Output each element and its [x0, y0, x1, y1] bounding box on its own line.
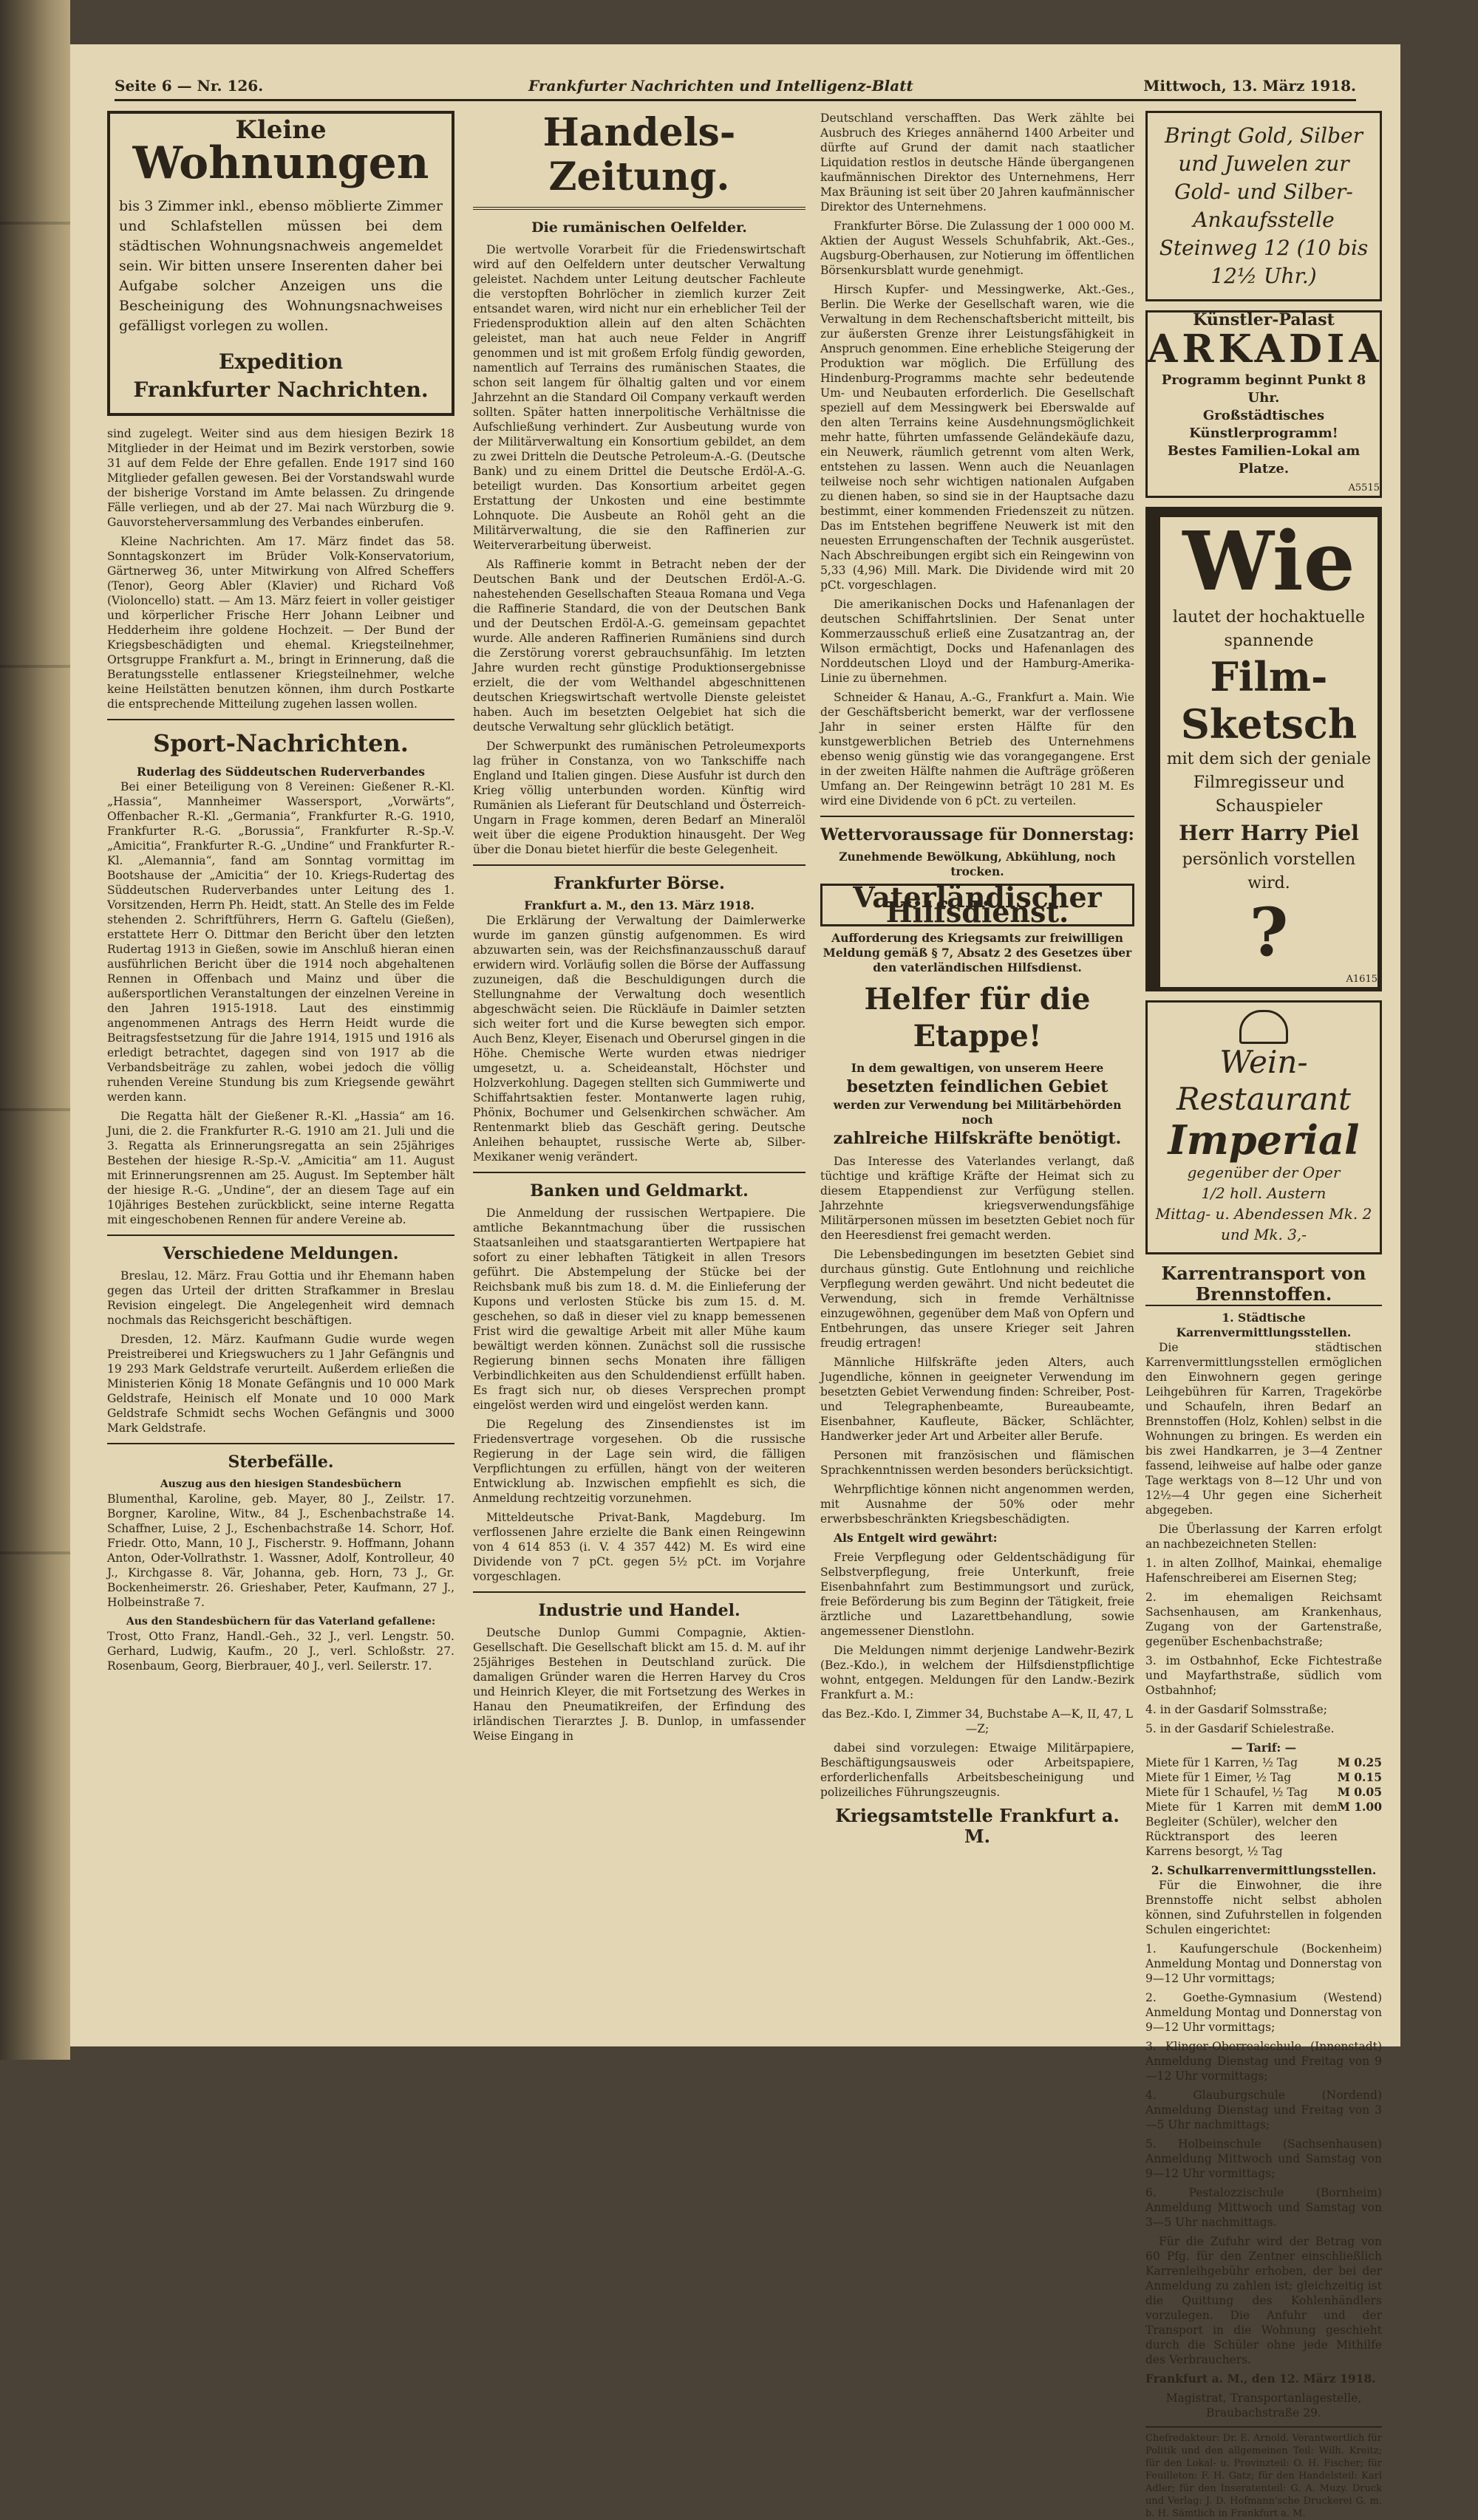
boerse-date: Frankfurt a. M., den 13. März 1918. — [524, 898, 755, 912]
melde-text-2: dabei sind vorzulegen: Etwaige Militärpapiere, Beschäftigungsausweis oder Arbeitspapiere, erforderlichenfalls Arbeitsbescheinigung und polizeiliches Führungszeugnis. — [820, 1741, 1134, 1799]
handels-zeitung-title: Handels-Zeitung. — [542, 110, 736, 199]
mitteldeutsche-text: Mitteldeutsche Privat-Bank, Magdeburg. Im verflossenen Jahre erzielte die Bank einen Reingewinn von 4 614 853 (i. V. 4 357 442) M. Es wird eine Dividende von 7 pCt. gegen 5½ pCt. im Vorjahre vorgeschlagen. — [473, 1511, 806, 1583]
divider — [473, 864, 806, 866]
sport-text: Bei einer Beteiligung von 8 Vereinen: Gießener R.-Kl. „Hassia“, Mannheimer Wassersport, „Vorwärts“, Offenbacher R.-Kl. „Germania“, Frankfurter R.-G. 1910, Frankfurter R.-G. „Borussia“, Frankfurter R.-Sp.-V. „Amicitia“, Frankfurter R.-G. „Undine“ und Frankfurter R.-Kl. „Alemannia“, fand am Sonntag vormittag im Bootshause der „Amicitia“ der 10. Kriegs-Rudertag des Süddeutschen Ruderverbandes unter Leitung des 1. Vorsitzenden, Herrn Ph. Heidt, statt. An Stelle des im Felde stehenden 2. Schriftführers, Herrn G. Gaftelu (Gießen), erstattete Herr O. Dittmar den Bericht über den letzten Rudertag 1913 in Gießen, sowie im Anschluß hieran einen ausführlichen Bericht über die 1914 noch abgehaltenen Rennen in Offenbach und Mainz und über die außersportlichen Veranstaltungen der einzelnen Vereine in den Jahren 1915-1918. Laut des einstimmig angenommenen Antrags des Herrn Heidt wurde die Beitragsfestsetzung für die Jahre 1914, 1915 und 1916 als erledigt betrachtet, dagegen sind von 1917 ab die Verbandsbeiträge zu zahlen, wobei jedoch die völlig ruhenden Vereine Stundung bis zum Kriegsende gewährt werden kann. — [107, 780, 454, 1104]
karren-location: 3. im Ostbahnhof, Ecke Fichtestraße und Mayfarthstraße, südlich vom Ostbahnhof; — [1145, 1654, 1382, 1697]
wohnungen-sign-2: Frankfurter Nachrichten. — [133, 378, 429, 402]
tarif-row — [1145, 1800, 1382, 1859]
oelfelder-title: Die rumänischen Oelfelder. — [531, 219, 747, 236]
column-4 — [1145, 111, 1382, 2520]
tarif-row — [1145, 1770, 1382, 1785]
helfer-text-5: Wehrpflichtige können nicht angenommen werden, mit Ausnahme der 50% oder mehr erwerbsbeschränkten Kriegsbeschädigten. — [820, 1483, 1134, 1526]
helfer-title: Helfer für die Etappe! — [864, 982, 1091, 1054]
schulen-list — [1145, 1942, 1382, 2230]
helfer-text-4: Personen mit französischen und flämischen Sprachkenntnissen werden besonders berücksichtigt. — [820, 1449, 1134, 1477]
karren-text-2: Die Überlassung der Karren erfolgt an nachbezeichneten Stellen: — [1145, 1523, 1382, 1551]
arkadia-kuenstler-palast: Künstler-Palast — [1193, 310, 1335, 329]
helfer-sub-3: werden zur Verwendung bei Militärbehörden noch — [833, 1098, 1122, 1127]
arkadia-name: ARKADIA — [1148, 327, 1383, 372]
vaterlaendischer-hilfsdienst-title: Vaterländischer Hilfsdienst. — [820, 884, 1134, 926]
newspaper-page — [70, 44, 1400, 2519]
helfer-sub-4: zahlreiche Hilfskräfte benötigt. — [833, 1129, 1122, 1148]
sterbefaelle-text: Blumenthal, Karoline, geb. Mayer, 80 J., Zeilstr. 17. Borgner, Karoline, Witw., 84 J., Eschenbachstraße 14. Schaffner, Luise, 2 J., Eschenbachstraße 14. Schorr, Hof. Friedr. Otto, Mann, 10 J., Fischerstr. 9. Hoffmann, Johann Anton, Oder-Vollrathstr. 1. Wassner, Adolf, Kontrolleur, 40 J., Kirchgasse 8. Vär, Johanna, geb. Horn, 73 J., Gr. Bockenheimerstr. 26. Grieshaber, Peter, Kaufmann, 27 J., Holbeinstraße 7. — [107, 1492, 454, 1609]
schule-item: 6. Pestalozzischule (Bornheim) Anmeldung Mittwoch und Samstag von 3—5 Uhr nachmittags. — [1145, 2186, 1382, 2229]
karren-location: 1. in alten Zollhof, Mainkai, ehemalige Hafenschreiberei am Eisernen Steg; — [1145, 1557, 1382, 1585]
schule-item: 3. Klinger-Oberrealschule (Innenstadt) Anmeldung Dienstag und Freitag von 9—12 Uhr vormittags; — [1145, 2040, 1382, 2083]
sport-subtitle: Ruderlag des Süddeutschen Ruderverbandes — [136, 765, 426, 779]
sterbefaelle-subtitle-2: Aus den Standesbüchern für das Vaterland gefallene: — [126, 1616, 436, 1628]
divider — [107, 1443, 454, 1444]
wein-austern: 1/2 holl. Austern — [1201, 1184, 1327, 1202]
karren-date: Frankfurt a. M., den 12. März 1918. — [1145, 2372, 1376, 2386]
sterbefaelle-subtitle: Auszug aus den hiesigen Standesbüchern — [160, 1478, 402, 1490]
imperial-name: Imperial — [1168, 1116, 1360, 1164]
column-3 — [820, 111, 1134, 1851]
arkadia-code: A5515 — [1348, 482, 1380, 494]
banken-title: Banken und Geldmarkt. — [530, 1181, 749, 1201]
divider — [107, 1235, 454, 1236]
crown-icon — [1239, 1010, 1288, 1044]
karren-text-3: Für die Einwohner, die ihre Brennstoffe nicht selbst abholen können, sind Zufuhrstellen in folgenden Schulen eingerichtet: — [1145, 1879, 1382, 1936]
wetter-title: Wettervoraussage für Donnerstag: — [820, 825, 1134, 844]
entgelt-title: Als Entgelt wird gewährt: — [834, 1531, 998, 1545]
imprint: Chefredakteur: Dr. E. Arnold. Verantwortlich für Politik und den allgemeinen Teil: Wilh. Kreitz; für den Lokal- u. Provinzteil: O. H. Fischer; für Feuilleton: F. H. Gatz; für den Handelsteil: Karl Adler; für den Inseratenteil: G. A. Muzy. Druck und Verlag: J. D. Hofmann'sche Druckerei G. m. b. H. Sämtlich in Frankfurt a. M. — [1145, 2426, 1382, 2520]
wie-code: A1615 — [1346, 974, 1377, 985]
boerse-text: Die Erklärung der Verwaltung der Daimlerwerke wurde im ganzen günstig aufgenommen. Es wird abzuwarten sein, was der Reichsfinanzausschuß darauf erwidern wird. Vorläufig sollen die Börse der Auffassung zuzuneigen, daß die Beschuldigungen durch die Stellungnahme der Verwaltung doch wesentlich abgeschwächt seien. Die Rückläufe in Daimler setzten sich weiter fort und die Kurse bewegten sich empor. Auch Benz, Kleyer, Eisenach und Oberursel gingen in die Höhe. Chemische Werte wurden etwas niedriger umgesetzt, u. a. Scheideanstalt, Höchster und Holzverkohlung. Dagegen stellten sich Gummiwerte und Schiffahrtsaktien fester. Montanwerte lagen ruhig, Phönix, Bochumer und Gelsenkirchen schwächer. Am Rentenmarkt blieb das Geschäft gering. Deutsche Anleihen behauptet, russische Werte ab, Silber-Mexikaner wenig verändert. — [473, 914, 806, 1164]
schule-item: 4. Glauburgschule (Nordend) Anmeldung Dienstag und Freitag von 3—5 Uhr nachmittags; — [1145, 2089, 1382, 2131]
arkadia-ad — [1145, 310, 1382, 498]
helfer-text: Das Interesse des Vaterlandes verlangt, daß tüchtige und kräftige Kräfte der Heimat sich zu diesem Etappendienst zur Verfügung stellen. Jahrzehnte kriegsverwendungsfähige Militärpersonen müssen im besetzten Gebiet noch für den Heeresdienst frei gemacht werden. — [820, 1155, 1134, 1242]
wohnungen-ad — [107, 111, 454, 416]
wein-menu: Mittag- u. Abendessen Mk. 2 und Mk. 3,- — [1155, 1205, 1372, 1243]
sport-text-2: Die Regatta hält der Gießener R.-Kl. „Hassia“ am 16. Juni, die 2. die Frankfurter R.-G. 1910 am 21. Juli und die 3. Regatta als Erinnerungsregatta an sein 25jähriges Bestehen der hiesige R.-Sp.-V. „Amicitia“ am 11. August mit Erinnerungsrennen am 25. August. Im September hält der hiesige R.-G. „Undine“, der an diesem Tage auf ein 10jähriges Bestehen zurückblickt, seine interne Regatta mit eingeschobenen Rennen für andere Vereine ab. — [107, 1110, 454, 1226]
arkadia-line-1: Programm beginnt Punkt 8 Uhr. — [1161, 372, 1366, 406]
karren-sign: Magistrat, Transportanlagestelle, Braubachstraße 29. — [1165, 2391, 1362, 2420]
karren-location: 4. in der Gasdarif Solmsstraße; — [1145, 1703, 1327, 1716]
arkadia-line-3: Bestes Familien-Lokal am Platze. — [1167, 443, 1360, 477]
wein-location: gegenüber der Oper — [1187, 1164, 1341, 1181]
film-sketsch-title: Film-Sketsch — [1180, 653, 1358, 748]
sterbefaelle-title: Sterbefälle. — [228, 1452, 334, 1472]
sport-title: Sport-Nachrichten. — [153, 729, 409, 757]
harry-piel: Herr Harry Piel — [1179, 821, 1359, 845]
divider — [473, 1591, 806, 1593]
industrie-title: Industrie und Handel. — [538, 1601, 740, 1620]
wie-line-2: mit dem sich der geniale Filmregisseur und Schauspieler — [1166, 750, 1372, 816]
wein-restaurant-ad — [1145, 1000, 1382, 1254]
tarif-label: Miete für 1 Karren, ½ Tag — [1145, 1756, 1298, 1769]
header-date: Mittwoch, 13. März 1918. — [1143, 77, 1356, 95]
divider — [473, 1172, 806, 1173]
wohnungen-kleine: Kleine — [235, 115, 327, 145]
boerse-title: Frankfurter Börse. — [554, 874, 725, 893]
sterbefaelle-text-2: Trost, Otto Franz, Handl.-Geh., 32 J., verl. Lengstr. 50. Gerhard, Ludwig, Kaufm., 20 J., verl. Schloßstr. 27. Rosenbaum, Georg, Bierbrauer, 40 J., verl. Seilerstr. 17. — [107, 1630, 454, 1673]
schule-item: 2. Goethe-Gymnasium (Westend) Anmeldung Montag und Donnerstag von 9—12 Uhr vormittags; — [1145, 1991, 1382, 2034]
tarif-row — [1145, 1755, 1382, 1770]
divider — [473, 207, 806, 210]
karren-text: Die städtischen Karrenvermittlungsstellen ermöglichen den Einwohnern gegen geringe Leihgebühren für Karren, Tragekörbe und Schaufeln, ihren Bedarf an Brennstoffen (Holz, Kohlen) selbst in die Wohnungen zu bringen. Es werden ein bis zwei Handkarren, je 3—4 Zentner fassend, leihweise auf halbe oder ganze Tage werktags von 8—12 Uhr und von 12½—4 Uhr gegen eine Sicherheit abgegeben. — [1145, 1341, 1382, 1517]
tarif-table — [1145, 1755, 1382, 1859]
header-page-number: Seite 6 — Nr. 126. — [115, 77, 264, 95]
melde-text: Die Meldungen nimmt derjenige Landwehr-Bezirk (Bez.-Kdo.), in welchem der Hilfsdienstpflichtige wohnt, entgegen. Meldungen für den Landw.-Bezirk Frankfurt a. M.: — [820, 1644, 1134, 1701]
entgelt-text: Freie Verpflegung oder Geldentschädigung für Selbstverpflegung, freie Unterkunft, freie Eisenbahnfahrt zum Bestimmungsort und zurück, freie Beförderung bis zum Beginn der Tätigkeit, freie ärztliche und Lazarettbehandlung, sowie angemessener Dienstlohn. — [820, 1551, 1134, 1638]
schule-item: 5. Holbeinschule (Sachsenhausen) Anmeldung Mittwoch und Samstag von 9—12 Uhr vormittags; — [1145, 2137, 1382, 2180]
wie-line-3: persönlich vorstellen wird. — [1182, 850, 1356, 892]
helfer-text-2: Die Lebensbedingungen im besetzten Gebiet sind durchaus günstig. Gute Entlohnung und reichliche Verpflegung werden gewährt. Und nicht bedeutet die Verwendung, sich in fremde Verhältnisse einzugewöhnen, gegenüber dem Maß von Opfern und Entbehrungen, das unsere Krieger seit Jahren freudig ertragen! — [820, 1248, 1134, 1350]
wie-headline: Wie — [1182, 513, 1355, 609]
verschiedene-text-2: Dresden, 12. März. Kaufmann Gudie wurde wegen Preistreiberei und Kriegswuchers zu 1 Jahr Gefängnis und 19 293 Mark Geldstrafe verurteilt. Außerdem erließen die Ministerien König 18 Monate Gefängnis und 10 000 Mark Geldstrafe, Heinisch elf Monate und 10 000 Mark Geldstrafe Schmidt sechs Wochen Gefängnis und 3000 Mark Geldstrafe. — [107, 1333, 454, 1435]
book-edge — [0, 0, 70, 2060]
wohnungen-sign-1: Expedition — [218, 349, 344, 374]
tarif-label: Miete für 1 Eimer, ½ Tag — [1145, 1771, 1292, 1784]
amerikanische-docks-text: Die amerikanischen Docks und Hafenanlagen der deutschen Schiffahrtslinien. Der Senat unter Kommerzausschuß erließ eine Zusatzantrag an, der Wilson ermächtigt, Docks und Hafenanlagen des Norddeutschen Lloyd und der Hamburg-Amerika-Linie zu übernehmen. — [820, 598, 1134, 685]
melde-address: das Bez.-Kdo. I, Zimmer 34, Buchstabe A—K, II, 47, L—Z; — [821, 1707, 1134, 1735]
tarif-label: Miete für 1 Karren mit dem Begleiter (Schüler), welcher den Rücktransport des leeren Karrens besorgt, ½ Tag — [1145, 1800, 1338, 1858]
question-mark: ? — [1249, 893, 1289, 972]
header-masthead: Frankfurter Nachrichten und Intelligenz-Blatt — [528, 77, 913, 95]
banken-text: Die Anmeldung der russischen Wertpapiere. Die amtliche Bekanntmachung über die russischen Staatsanleihen und staatsgarantierten Wertpapiere hat sofort zu einer lebhaften Tätigkeit in allen Tresors geführt. Die Abstempelung der Stücke bei der Reichsbank muß bis zum 18. d. M. die Einlieferung der Kupons und verlosten Stücke bis zum 15. d. M. geschehen, so daß in dieser viel zu knapp bemessenen Frist wird die gewaltige Arbeit mit aller Mühe kaum bewältigt werden können. Zunächst soll die russische Regierung binnen sechs Monaten ihre fälligen Verbindlichkeiten aus den Schuldendienst erfüllt haben. Es fragt sich nur, ob dieses Versprechen prompt eingelöst werden wird und eingelöst werden kann. — [473, 1206, 806, 1412]
wohnungen-title: Wohnungen — [132, 137, 429, 189]
tarif-title: — Tarif: — — [1230, 1741, 1297, 1755]
arkadia-line-2: Großstädtisches Künstlerprogramm! — [1189, 408, 1338, 441]
col3-top-text: Deutschland verschafften. Das Werk zählte bei Ausbruch des Krieges annähernd 1400 Arbeiter und dürfte auf Grund der damit nach staatlicher Liquidation restlos in deutsche Hände übergangenen kaufmännischen Direktor des Unternehmens, Herr Max Bräuning ist seit über 20 Jahren kaufmännischer Direktor des Unternehmens. — [820, 112, 1134, 214]
oelfelder-text: Die wertvolle Vorarbeit für die Friedenswirtschaft wird auf den Oelfeldern unter deutscher Verwaltung geleistet. Nachdem unter Leitung deutscher Fachleute die verstopften Bohrlöcher in ziemlich kurzer Zeit entsandet waren, wird nicht nur ein erheblicher Teil der Friedensproduktion allein auf den alten Schächten geleistet, man hat auch neue Felder in Angriff genommen und ist mit großem Erfolg fündig geworden, namentlich auf Terrains des rumänischen Staates, die schon seit langem für ölhaltig galten und vor einem Jahrzehnt an die Standard Oil Company verkauft werden sollten. Später hatten innerpolitische Verhältnisse die Aufschließung verhindert. Zur Ausbeutung wurde von der Militärverwaltung ein Konsortium gebildet, an dem zu zwei Dritteln die Deutsche Petroleum-A.-G. (Deutsche Bank) und zu einem Drittel die Deutsche Erdöl-A.-G. beteiligt wurden. Das Konsortium arbeitet gegen Erstattung der Unkosten und eine bestimmte Lohnquote. Die Ausbeute an Rohöl geht an die Militärverwaltung, die sie den Raffinerien zur Weiterverarbeitung überweist. — [473, 243, 806, 552]
karren-location: 2. im ehemaligen Reichsamt Sachsenhausen, am Krankenhaus, Zugang von der Gartenstraße, gegenüber Eschenbachstraße; — [1145, 1591, 1382, 1648]
schule-item: 1. Kaufungerschule (Bockenheim) Anmeldung Montag und Donnerstag von 9—12 Uhr vormittags; — [1145, 1942, 1382, 1985]
karren-location: 5. in der Gasdarif Schielestraße. — [1145, 1722, 1335, 1735]
divider — [107, 719, 454, 720]
column-2 — [473, 111, 806, 1748]
wetter-text: Zunehmende Bewölkung, Abkühlung, noch trocken. — [839, 850, 1116, 878]
industrie-text: Deutsche Dunlop Gummi Compagnie, Aktien-Gesellschaft. Die Gesellschaft blickt am 15. d. M. auf ihr 25jähriges Bestehen in Deutschland zurück. Die damaligen Gründer waren die Herren Harvey du Cros und Heinrich Kleyer, die mit Fortsetzung des Werkes in Hanau den Pneumatikreifen, der Erfindung des irländischen Tierarztes J. B. Dunlop, in umfassender Weise Eingang in — [473, 1626, 806, 1743]
karren-section-2: 2. Schulkarrenvermittlungsstellen. — [1151, 1863, 1377, 1877]
karrentransport-title: Karrentransport von Brennstoffen. — [1145, 1263, 1382, 1306]
banken-text-2: Die Regelung des Zinsendienstes ist im Friedensvertrage vorgesehen. Ob die russische Regierung in der Lage sein wird, die fälligen Verpflichtungen zu erfüllen, hängt von der weiteren Entwicklung ab. Inzwischen empfiehlt es sich, die Anmeldung rechtzeitig vorzunehmen. — [473, 1418, 806, 1505]
col3-boerse-text: Frankfurter Börse. Die Zulassung der 1 000 000 M. Aktien der August Wessels Schuhfabrik, Akt.-Ges., Augsburg-Oberhausen, zur Notierung im öffentlichen Börsenkursblatt wurde genehmigt. — [820, 219, 1134, 277]
schneider-hanau-text: Schneider & Hanau, A.-G., Frankfurt a. Main. Wie der Geschäftsbericht bemerkt, war der verflossene Jahr in seiner ersten Hälfte für den kunstgewerblichen Betrieb des Unternehmens ebenso wenig günstig wie das vorangegangene. Erst in der zweiten Hälfte nahmen die Aufträge größeren Umfang an. Der Reingewinn beträgt 10 281 M. Es wird eine Dividende von 6 pCt. zu verteilen. — [820, 691, 1134, 807]
oelfelder-text-3: Der Schwerpunkt des rumänischen Petroleumexports lag früher in Constanza, von wo Tankschiffe nach England und Italien gingen. Diese Ausfuhr ist durch den Krieg völlig unterbunden worden. Künftig wird Rumänien als Lieferant für Deutschland und Österreich-Ungarn in Frage kommen, deren Bedarf an Mineralöl weit über die eigene Produktion hinausgeht. Der Weg über die Donau bietet hierfür die beste Gelegenheit. — [473, 740, 806, 856]
karren-section-1: 1. Städtische Karrenvermittlungsstellen. — [1176, 1311, 1352, 1339]
karren-text-4: Für die Zufuhr wird der Betrag von 60 Pfg. für den Zentner einschließlich Karrenleihgebühr erhoben, der bei der Anmeldung zu zahlen ist; gleichzeitig ist die Quittung des Kohlenhändlers vorzulegen. Die Anfuhr und der Transport in die Wohnung geschieht durch die Schüler ohne jede Mithilfe des Verbrauchers. — [1145, 2235, 1382, 2366]
gold-ankauf-ad — [1145, 111, 1382, 301]
karren-locations — [1145, 1556, 1382, 1736]
helfer-sub-1: In dem gewaltigen, von unserem Heere — [851, 1061, 1104, 1075]
tarif-label: Miete für 1 Schaufel, ½ Tag — [1145, 1786, 1308, 1799]
verschiedene-title: Verschiedene Meldungen. — [163, 1244, 399, 1263]
divider — [820, 816, 1134, 817]
kriegsamtstelle-sign: Kriegsamtstelle Frankfurt a. M. — [835, 1805, 1120, 1847]
vaterlaendischer-subtitle: Aufforderung des Kriegsamts zur freiwilligen Meldung gemäß § 7, Absatz 2 des Gesetzes über den vaterländischen Hilfsdienst. — [823, 931, 1132, 974]
kleine-nachrichten: Kleine Nachrichten. Am 17. März findet das 58. Sonntagskonzert im Brüder Volk-Konservatorium, Gärtnerweg 36, unter Mitwirkung von Alfred Scheffers (Tenor), Georg Abler (Klavier) und Richard Voß (Violoncello) statt. — Am 13. März feiert in voller geistiger und körperlicher Frische Herr Johann Leibner und Hedderheim ihre goldene Hochzeit. — Der Bund der Kriegsbeschädigten und ehemal. Kriegsteilnehmer, Ortsgruppe Frankfurt a. M., bringt in Erinnerung, daß die Beratungsstelle entlassener Kriegsteilnehmer, welche keine Heilstätten benutzen können, ihm durch Postkarte die entsprechende Mitteilung zugehen lassen wollen. — [107, 535, 454, 711]
page-header — [115, 69, 1356, 101]
tarif-price: M 0.15 — [1337, 1770, 1382, 1784]
col1-intro: sind zugelegt. Weiter sind aus dem hiesigen Bezirk 18 Mitglieder in der Heimat und im Bezirk verstorben, sowie 31 auf dem Felde der Ehre gefallen. Ende 1917 sind 160 Mitglieder gefallen gewesen. Bei der Vorstandswahl wurde der bisherige Vorstand im Amte belassen. Zu dringende Fälle verliegen, und ab der 27. Mai nach Würzburg die 9. Gauvorsteherversammlung des Verbandes einberufen. — [107, 427, 454, 529]
tarif-row — [1145, 1785, 1382, 1800]
oelfelder-text-2: Als Raffinerie kommt in Betracht neben der der Deutschen Bank und der Deutschen Erdöl-A.-G. nahestehenden Gesellschaften Steaua Romana und Vega die Raffinerie Standard, die von der Deutschen Bank und der Deutschen Erdöl-A.-G. gemeinsam gepachtet wurde. Alle anderen Raffinerien Rumäniens sind durch die Zerstörung vorerst gebrauchsunfähig. Im letzten Jahre wurden recht günstige Produktionsergebnisse erzielt, die der vom Welthandel abgeschnittenen deutschen Kriegswirtschaft wertvolle Dienste geleistet haben. Auch im besetzten Oelgebiet hat sich die deutsche Verwaltung sehr glücklich betätigt. — [473, 558, 806, 734]
film-sketsch-ad — [1145, 507, 1382, 991]
wohnungen-body: bis 3 Zimmer inkl., ebenso möblierte Zimmer und Schlafstellen müssen bei dem städtischen Wohnungsnachweis angemeldet sein. Wir bitten unsere Inserenten daher bei Aufgabe solcher Anzeigen uns die Bescheinigung des Wohnungsnachweises gefälligst vorlegen zu wollen. — [119, 198, 443, 334]
gold-ad-text: Bringt Gold, Silber und Juwelen zur Gold- und Silber-Ankaufsstelle Steinweg 12 (10 bis 12½ Uhr.) — [1159, 123, 1369, 288]
tarif-price: M 0.05 — [1337, 1785, 1382, 1799]
tarif-price: M 0.25 — [1337, 1755, 1382, 1769]
helfer-sub-2: besetzten feindlichen Gebiet — [846, 1077, 1108, 1096]
helfer-text-3: Männliche Hilfskräfte jeden Alters, auch Jugendliche, können in geeigneter Verwendung im besetzten Gebiet Verwendung finden: Schreiber, Post- und Telegraphenbeamte, Bureaubeamte, Eisenbahner, Kaufleute, Bäcker, Schlächter, Handwerker jeder Art und Arbeiter aller Berufe. — [820, 1356, 1134, 1443]
column-1 — [107, 111, 454, 1678]
tarif-price: M 1.00 — [1337, 1800, 1382, 1814]
wein-restaurant-label: Wein-Restaurant — [1176, 1044, 1352, 1117]
hirsch-text: Hirsch Kupfer- und Messingwerke, Akt.-Ges., Berlin. Die Werke der Gesellschaft waren, wie die Verwaltung in dem Rechenschaftsbericht mitteilt, bis zur äußersten Grenze ihrer Leistungsfähigkeit in Anspruch genommen. Eine erhebliche Steigerung der Produktion war möglich. Die Erfüllung des Hindenburg-Programms machte sehr bedeutende Um- und Neubauten erforderlich. Die Gesellschaft speziell auf dem Messingwerk bei Eberswalde auf den alten Terrains keine Ausdehnungsmöglichkeit mehr hatte, führten umfassende Geländekäufe dazu, ein Neuwerk, räumlich getrennt vom alten Werk, entstehen zu lassen. Wenn auch die Neuanlagen teilweise noch sehr wichtigen nationalen Aufgaben zu dienen haben, so sind sie in der Hauptsache dazu bestimmt, einer kommenden Friedenszeit zu nützen. Das im Entstehen begriffene Neuwerk ist mit den neuesten Errungenschaften der Technik ausgerüstet. Nach Abschreibungen ergibt sich ein Reingewinn von 5,33 (4,96) Mill. Mark. Die Dividende wird mit 20 pCt. vorgeschlagen. — [820, 283, 1134, 592]
verschiedene-text: Breslau, 12. März. Frau Gottia und ihr Ehemann haben gegen das Urteil der dritten Strafkammer in Breslau Revision eingelegt. Die Angelegenheit wird demnach nochmals das Reichsgericht beschäftigen. — [107, 1269, 454, 1327]
wie-line-1: lautet der hochaktuelle spannende — [1172, 608, 1366, 650]
